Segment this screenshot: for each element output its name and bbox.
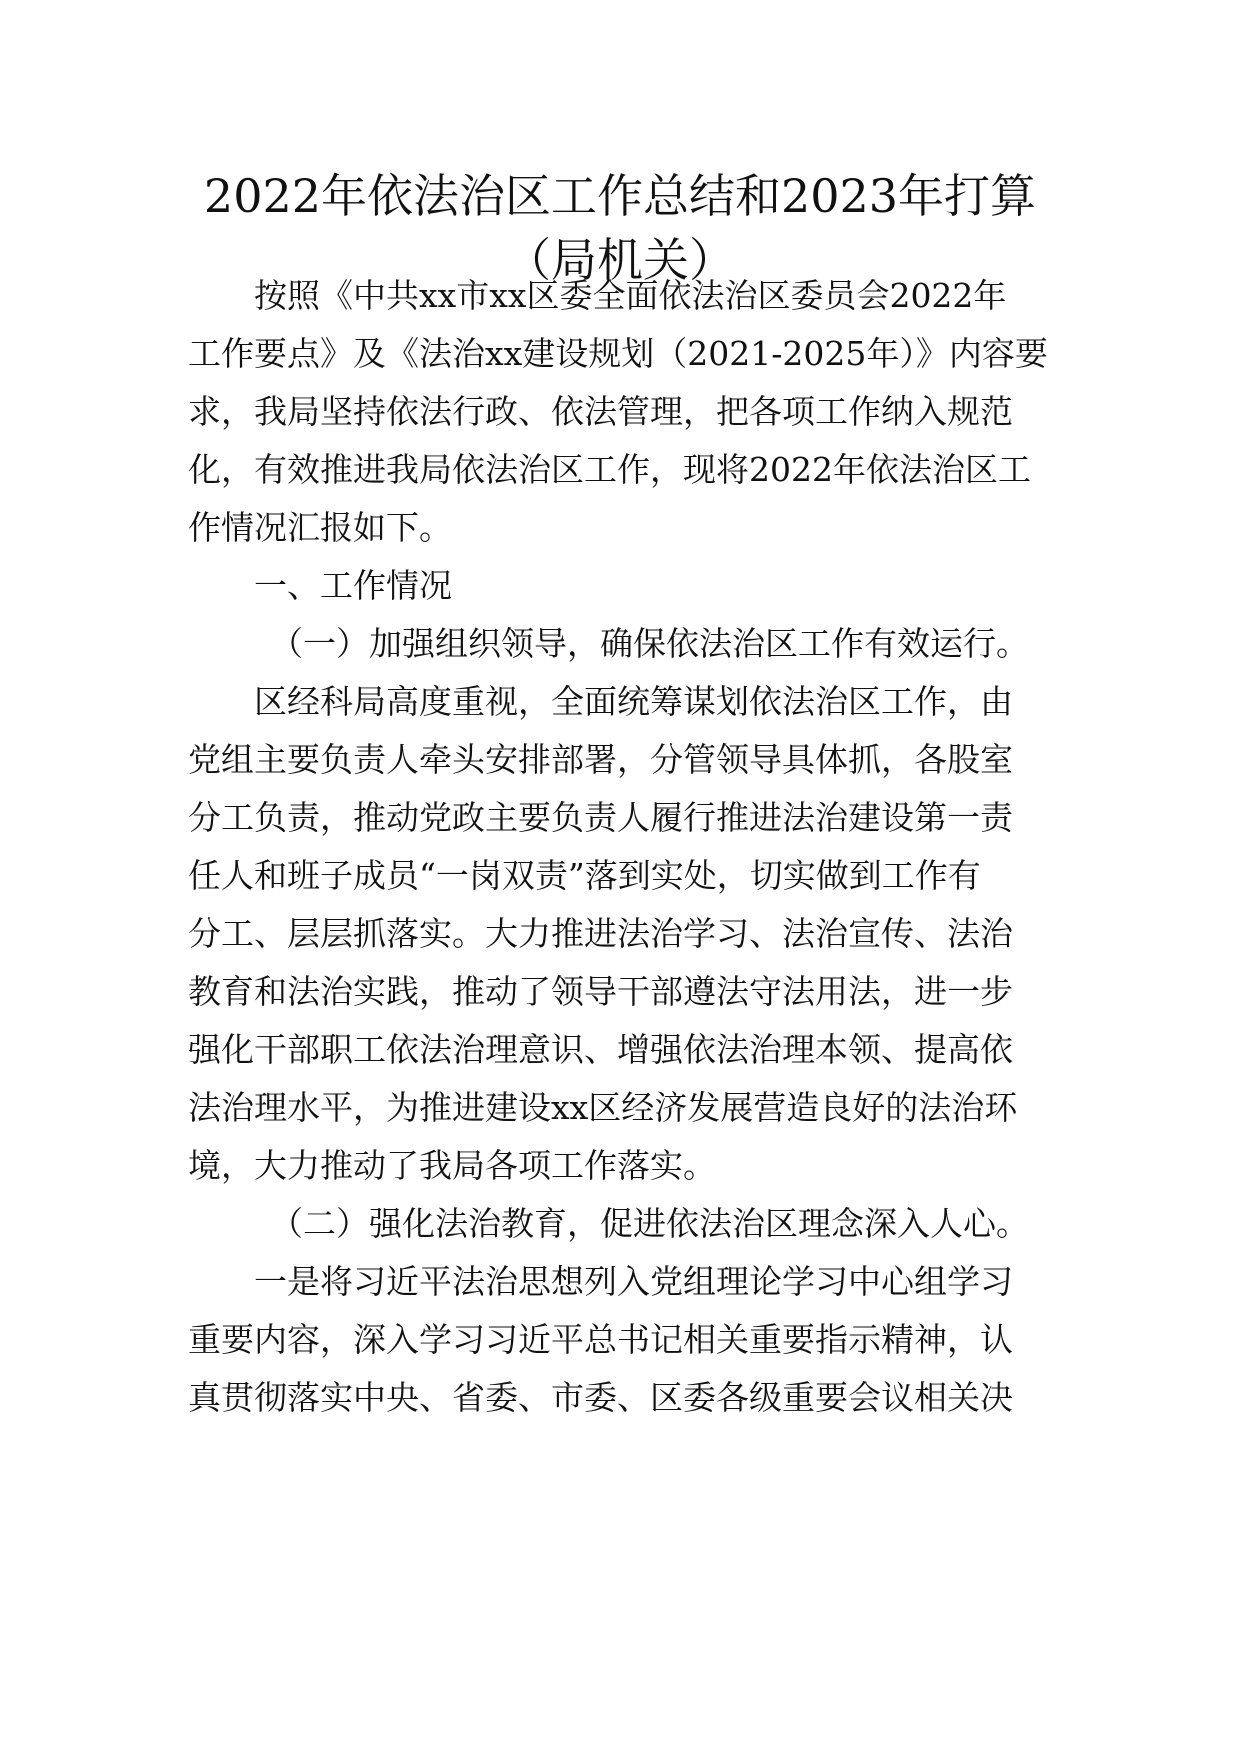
paragraph-line: 真贯彻落实中央、省委、市委、区委各级重要会议相关决 bbox=[188, 1378, 1013, 1417]
paragraph-line: 分工负责，推动党政主要负责人履行推进法治建设第一责 bbox=[188, 798, 1013, 837]
paragraph-line: 党组主要负责人牵头安排部署，分管领导具体抓，各股室 bbox=[188, 740, 1013, 779]
subsection-heading: （二）强化法治教育，促进依法治区理念深入人心。 bbox=[270, 1204, 1029, 1243]
paragraph-line: 分工、层层抓落实。大力推进法治学习、法治宣传、法治 bbox=[188, 914, 1013, 953]
paragraph-line: 教育和法治实践，推动了领导干部遵法守法用法，进一步 bbox=[188, 972, 1013, 1011]
paragraph-line: 作情况汇报如下。 bbox=[188, 508, 452, 547]
paragraph-line: 按照《中共xx市xx区委全面依法治区委员会2022年 bbox=[254, 276, 1007, 315]
paragraph-line: 求，我局坚持依法行政、依法管理，把各项工作纳入规范 bbox=[188, 392, 1013, 431]
paragraph-line: 重要内容，深入学习习近平总书记相关重要指示精神，认 bbox=[188, 1320, 1013, 1359]
paragraph-line: 化，有效推进我局依法治区工作，现将2022年依法治区工 bbox=[188, 450, 1031, 489]
paragraph-line: 工作要点》及《法治xx建设规划（2021-2025年）》内容要 bbox=[188, 334, 1048, 373]
paragraph-line: 任人和班子成员“一岗双责”落到实处，切实做到工作有 bbox=[188, 856, 981, 895]
paragraph-line: 强化干部职工依法治理意识、增强依法治理本领、提高依 bbox=[188, 1030, 1013, 1069]
paragraph-line: 区经科局高度重视，全面统筹谋划依法治区工作，由 bbox=[254, 682, 1013, 721]
paragraph-line: 一是将习近平法治思想列入党组理论学习中心组学习 bbox=[254, 1262, 1013, 1301]
document-title: 2022年依法治区工作总结和2023年打算 bbox=[203, 169, 1037, 223]
section-heading: 一、工作情况 bbox=[254, 566, 452, 605]
subsection-heading: （一）加强组织领导，确保依法治区工作有效运行。 bbox=[270, 624, 1029, 663]
paragraph-line: 法治理水平，为推进建设xx区经济发展营造良好的法治环 bbox=[188, 1088, 1018, 1127]
paragraph-line: 境，大力推动了我局各项工作落实。 bbox=[188, 1146, 716, 1185]
document-subtitle: （局机关） bbox=[505, 233, 735, 287]
